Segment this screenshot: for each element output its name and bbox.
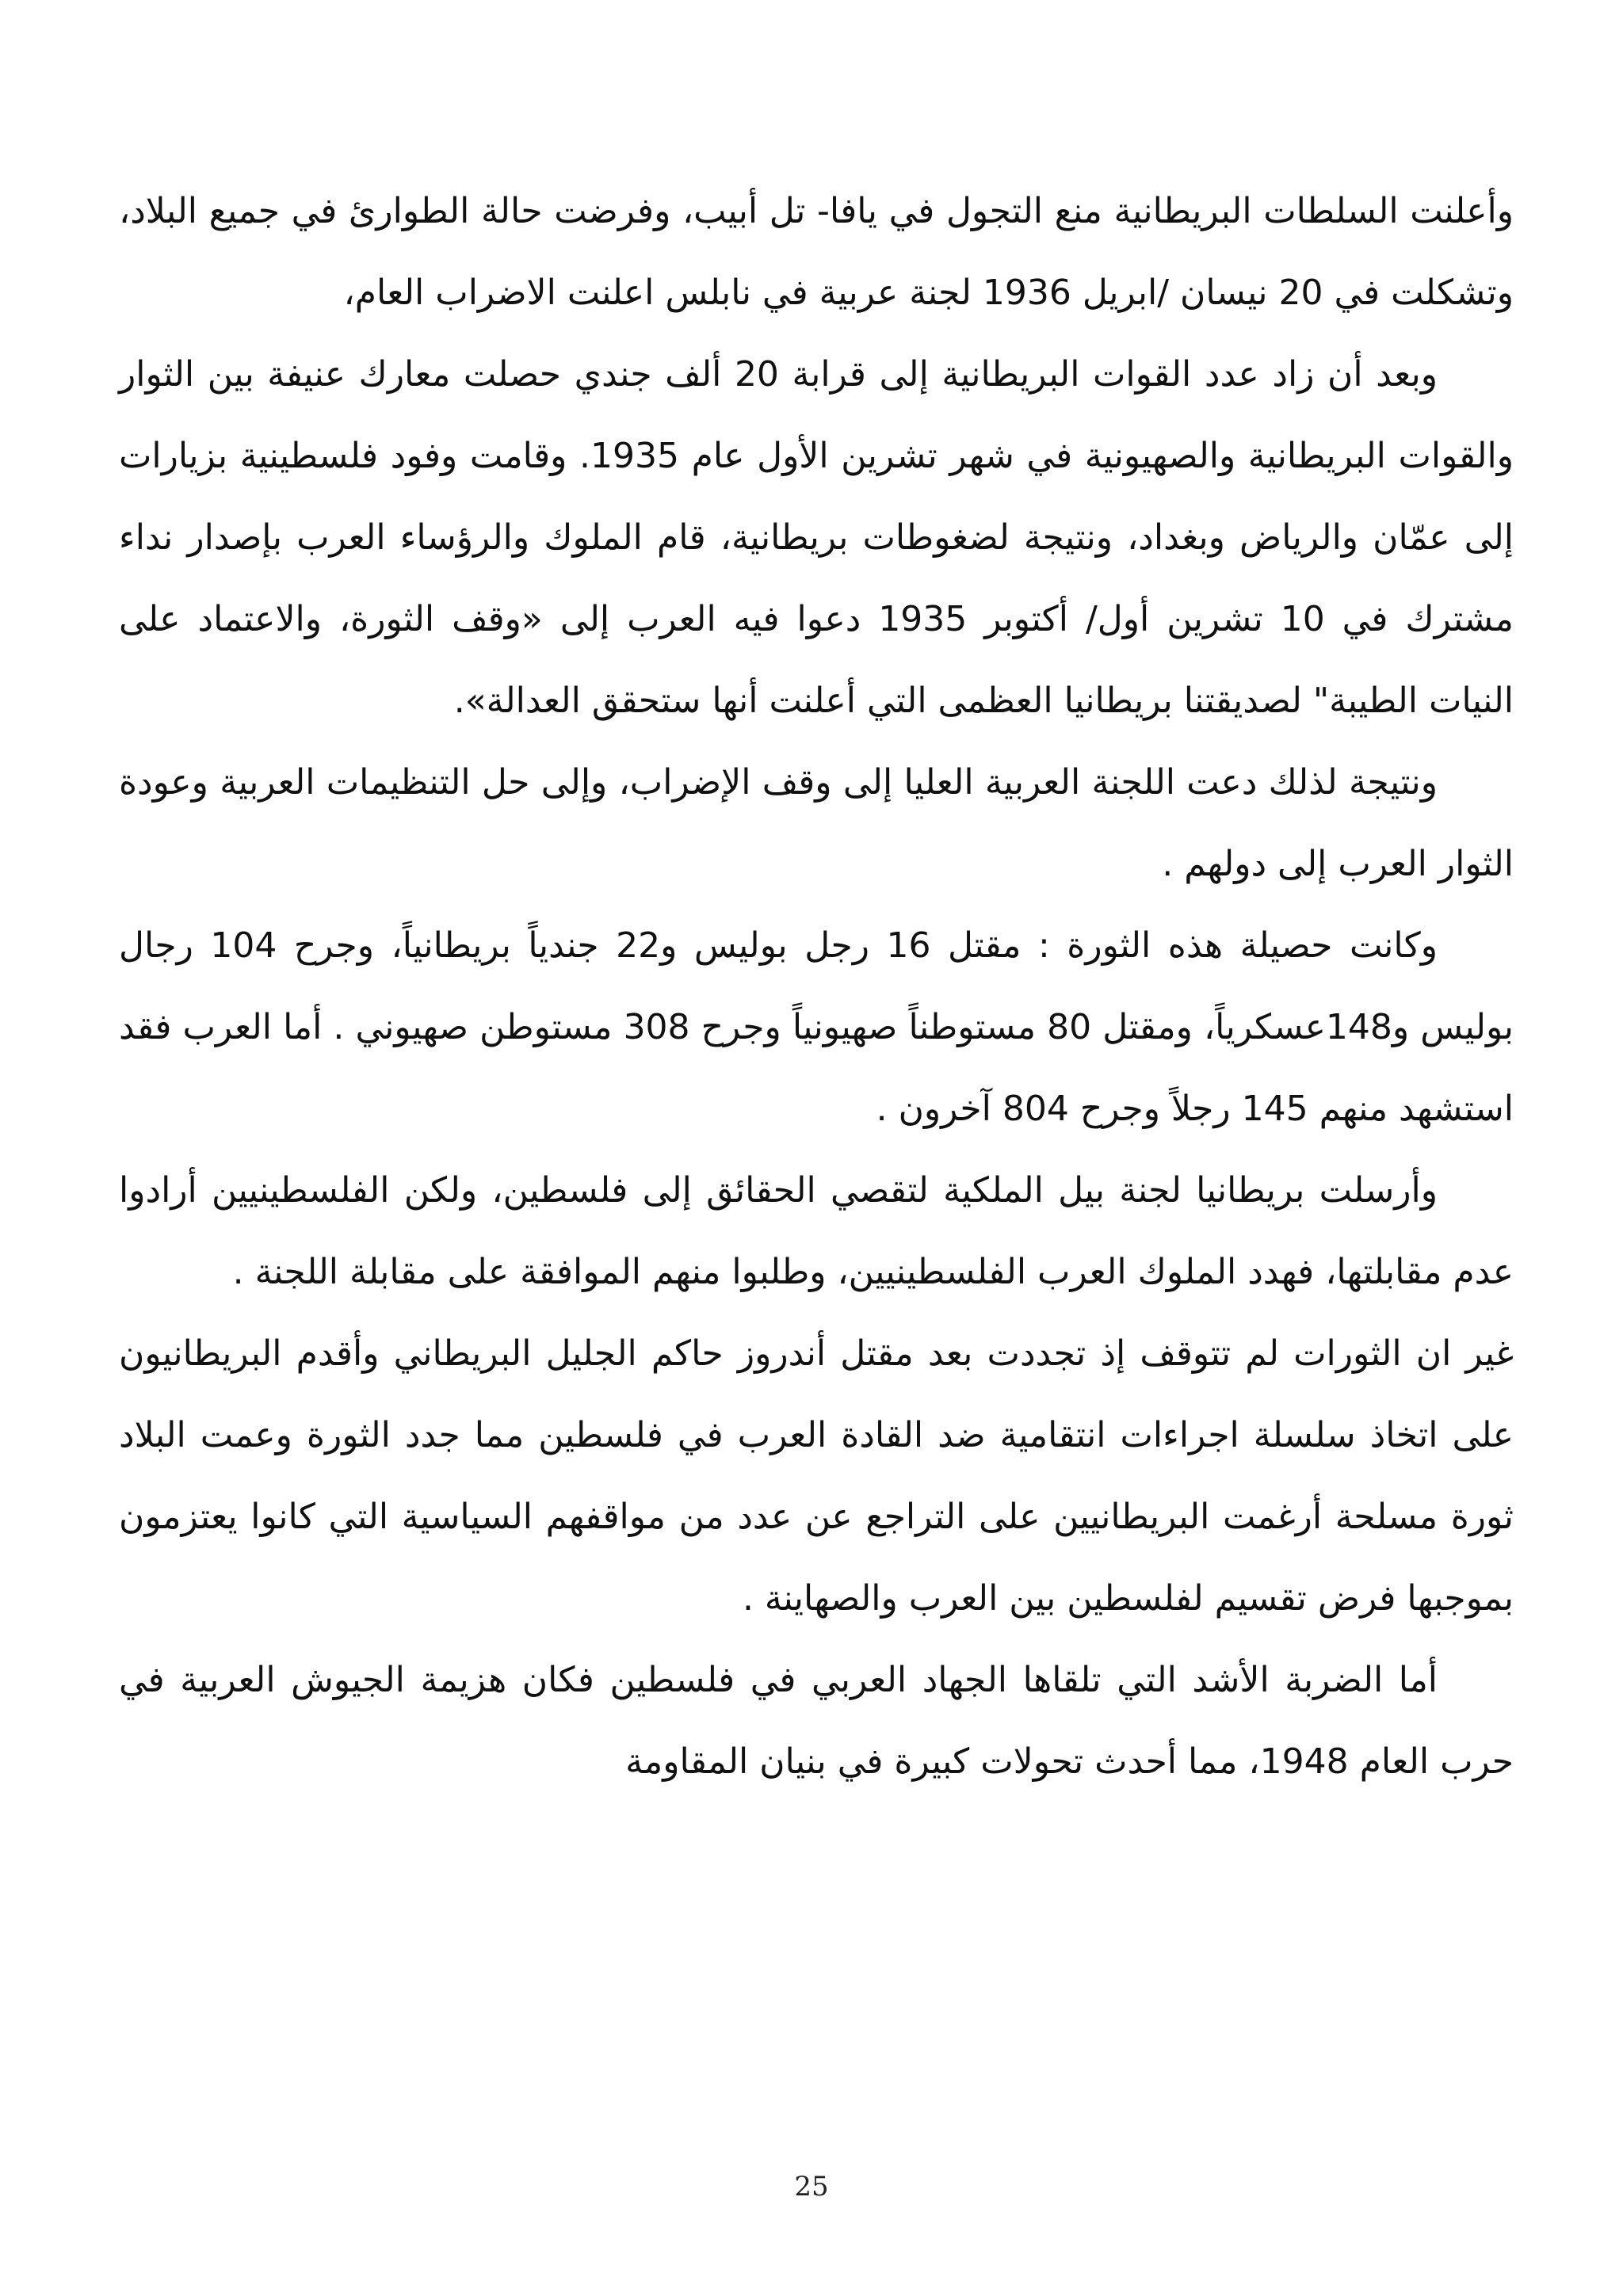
paragraph-british-forces: وبعد أن زاد عدد القوات البريطانية إلى قرابة 20 ألف جندي حصلت معارك عنيفة بين الثوار والقوات البريطانية والصهيونية في شهر تشرين الأول عام 1935. وقامت وفود فلسطينية بزيارات إلى عمّان والرياض وبغداد، ونتيجة لضغوطات بريطانية، قام الملوك والرؤساء العرب بإصدار نداء مشترك في 10 تشرين أول/ أكتوبر 1935 دعوا فيه العرب إلى «وقف الثورة، والاعتماد على النيات الطيبة" لصديقتنا بريطانيا العظمى التي أعلنت أنها ستحقق العدالة». xyxy=(119,354,1514,721)
paragraph-revolt-toll: وكانت حصيلة هذه الثورة : مقتل 16 رجل بوليس و22 جندياً بريطانياً، وجرح 104 رجال بوليس و148عسكرياً، ومقتل 80 مستوطناً صهيونياً وجرح 308 مستوطن صهيوني . أما العرب فقد استشهد منهم 145 رجلاً وجرح 804 آخرون . xyxy=(119,925,1514,1129)
document-body xyxy=(119,170,1514,1802)
paragraph-renewed-revolts: غير ان الثورات لم تتوقف إذ تجددت بعد مقتل أندروز حاكم الجليل البريطاني وأقدم البريطانيون على اتخاذ سلسلة اجراءات انتقامية ضد القادة العرب في فلسطين مما جدد الثورة وعمت البلاد ثورة مسلحة أرغمت البريطانيين على التراجع عن عدد من مواقفهم السياسية التي كانوا يعتزمون بموجبها فرض تقسيم لفلسطين بين العرب والصهاينة . xyxy=(119,1333,1514,1619)
paragraph-1948-defeat: أما الضربة الأشد التي تلقاها الجهاد العربي في فلسطين فكان هزيمة الجيوش العربية في حرب العام 1948، مما أحدث تحولات كبيرة في بنيان المقاومة xyxy=(119,1660,1514,1782)
paragraph-strike-end: ونتيجة لذلك دعت اللجنة العربية العليا إلى وقف الإضراب، وإلى حل التنظيمات العربية وعودة الثوار العرب إلى دولهم . xyxy=(119,762,1514,884)
page-number: 25 xyxy=(794,2171,829,2203)
paragraph-curfew-declaration: وأعلنت السلطات البريطانية منع التجول في يافا- تل أبيب، وفرضت حالة الطوارئ في جميع البلاد، وتشكلت في 20 نيسان /ابريل 1936 لجنة عربية في نابلس اعلنت الاضراب العام، xyxy=(119,191,1514,313)
paragraph-peel-commission: وأرسلت بريطانيا لجنة بيل الملكية لتقصي الحقائق إلى فلسطين، ولكن الفلسطينيين أرادوا عدم مقابلتها، فهدد الملوك العرب الفلسطينيين، وطلبوا منهم الموافقة على مقابلة اللجنة . xyxy=(119,1170,1514,1292)
